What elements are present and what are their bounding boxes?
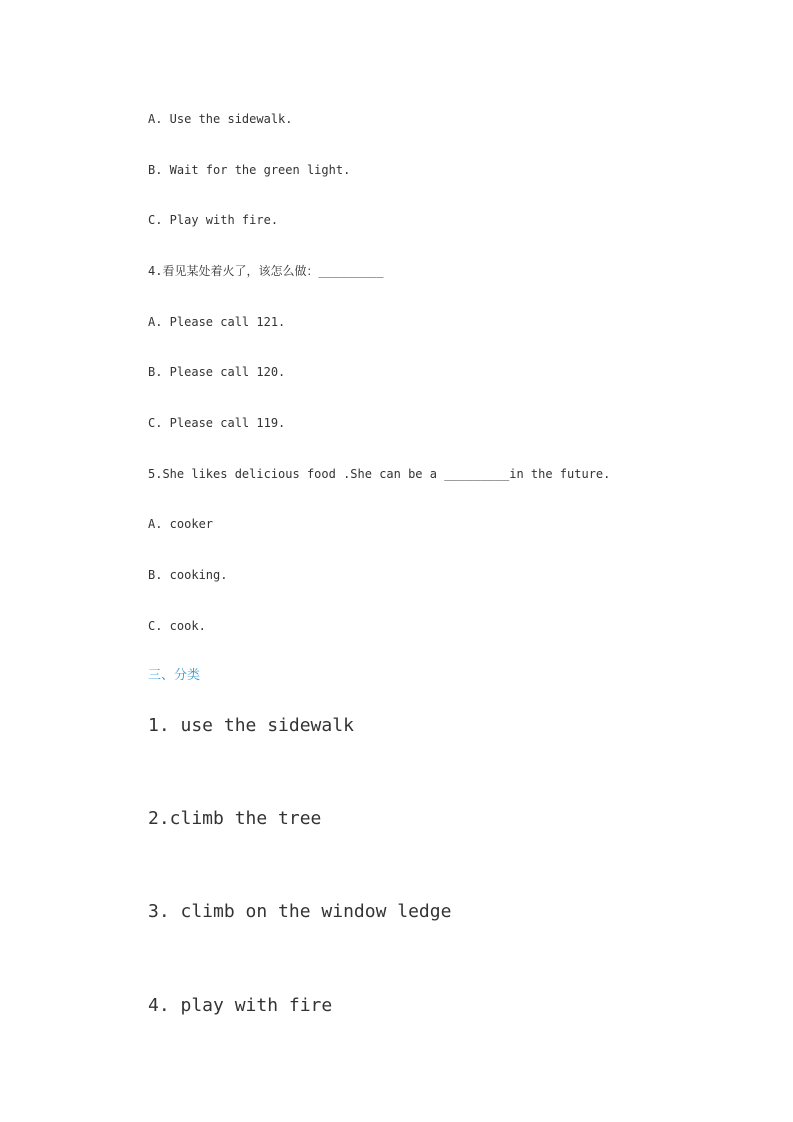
q4-option-c: C. Please call 119. [148,416,286,430]
q4-prompt: 4.看见某处着火了，该怎么做：_________ [148,264,384,278]
q4-option-a: A. Please call 121. [148,315,286,329]
q3-option-a: A. Use the sidewalk. [148,112,293,126]
section-3-heading: 三、分类 [148,668,201,683]
classify-item-2: 2.climb the tree [148,808,322,829]
classify-item-4: 4. play with fire [148,995,333,1016]
q5-option-a: A. cooker [148,517,214,531]
q5-prompt: 5.She likes delicious food .She can be a _________in the future. [148,467,611,481]
q3-option-b: B. Wait for the green light. [148,163,351,177]
q4-option-b: B. Please call 120. [148,365,286,379]
classify-item-1: 1. use the sidewalk [148,715,354,736]
classify-item-3: 3. climb on the window ledge [148,901,452,922]
q5-option-c: C. cook. [148,619,206,633]
q5-option-b: B. cooking. [148,568,228,582]
q3-option-c: C. Play with fire. [148,213,279,227]
